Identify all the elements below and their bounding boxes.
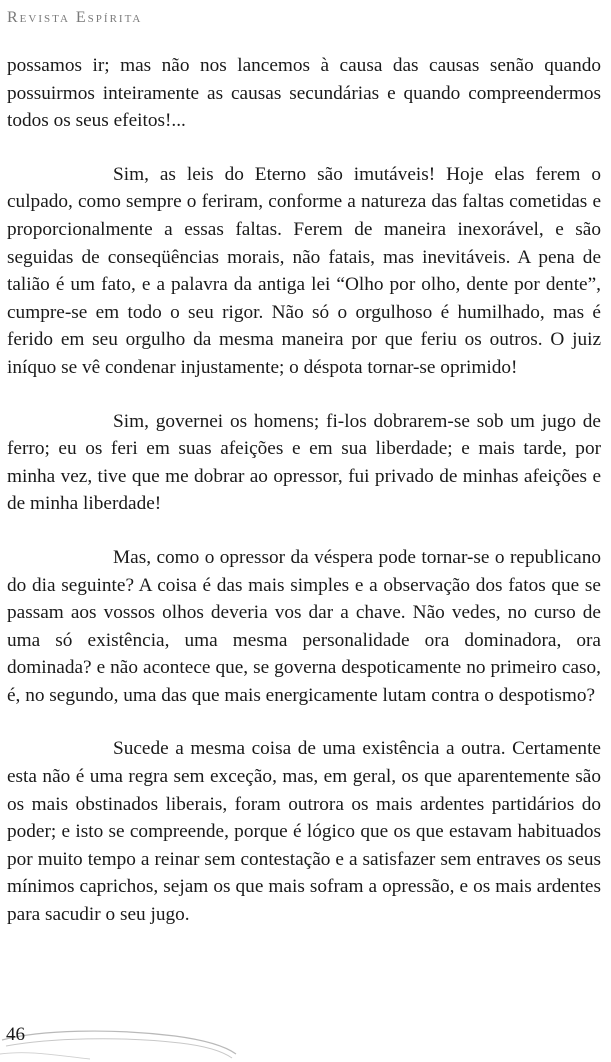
decorative-swash-icon — [0, 1016, 240, 1062]
paragraph-4: Mas, como o opressor da véspera pode tornar-se o republicano do dia seguinte? A coisa é das mais simples e a observação dos fatos que se passam aos vossos olhos deveria vos dar a chave. Não vedes, no curso de uma só existência, uma mesma personalidade ora dominadora, ora dominada? e não acontece que, se governa despoticamente no primeiro caso, é, no segundo, uma das que mais energicamente lutam contra o despotismo? — [7, 546, 601, 706]
paragraph-5: Sucede a mesma coisa de uma existência a outra. Certamente esta não é uma regra sem exceção, mas, em geral, os que aparentemente são os mais obstinados liberais, foram outrora os mais ardentes partidários do poder; e isto se compreende, porque é lógico que os que estavam habituados por muito tempo a reinar sem contestação e a satisfazer sem entraves os seus mínimos caprichos, sejam os que mais sofram a opressão, e os mais ardentes para sacudir o seu jugo. — [7, 738, 601, 926]
paragraph-3: Sim, governei os homens; fi-los dobrarem-se sob um jugo de ferro; eu os feri em suas afeições e em sua liberdade; e mais tarde, por minha vez, tive que me dobrar ao opressor, fui privado de minhas afeições e de minha liberdade! — [7, 410, 601, 515]
text-body — [7, 52, 601, 955]
page-number: 46 — [6, 1024, 25, 1045]
paragraph-1: possamos ir; mas não nos lancemos à causa das causas senão quando possuirmos inteiramente as causas secundárias e quando compreendermos todos os seus efeitos!... — [7, 55, 601, 132]
paragraph-2: Sim, as leis do Eterno são imutáveis! Hoje elas ferem o culpado, como sempre o feriram, conforme a natureza das faltas cometidas e proporcionalmente a essas faltas. Ferem de maneira inexorável, e são seguidas de conseqüências morais, não fatais, mas inevitáveis. A pena de talião é um fato, e a palavra da antiga lei “Olho por olho, dente por dente”, cumpre-se em todo o seu rigor. Não só o orgulhoso é humilhado, mas é ferido em seu orgulho da mesma maneira por que feriu os outros. O juiz iníquo se vê condenar injustamente; o déspota tornar-se oprimido! — [7, 163, 601, 378]
running-header: Revista Espírita — [7, 9, 143, 26]
